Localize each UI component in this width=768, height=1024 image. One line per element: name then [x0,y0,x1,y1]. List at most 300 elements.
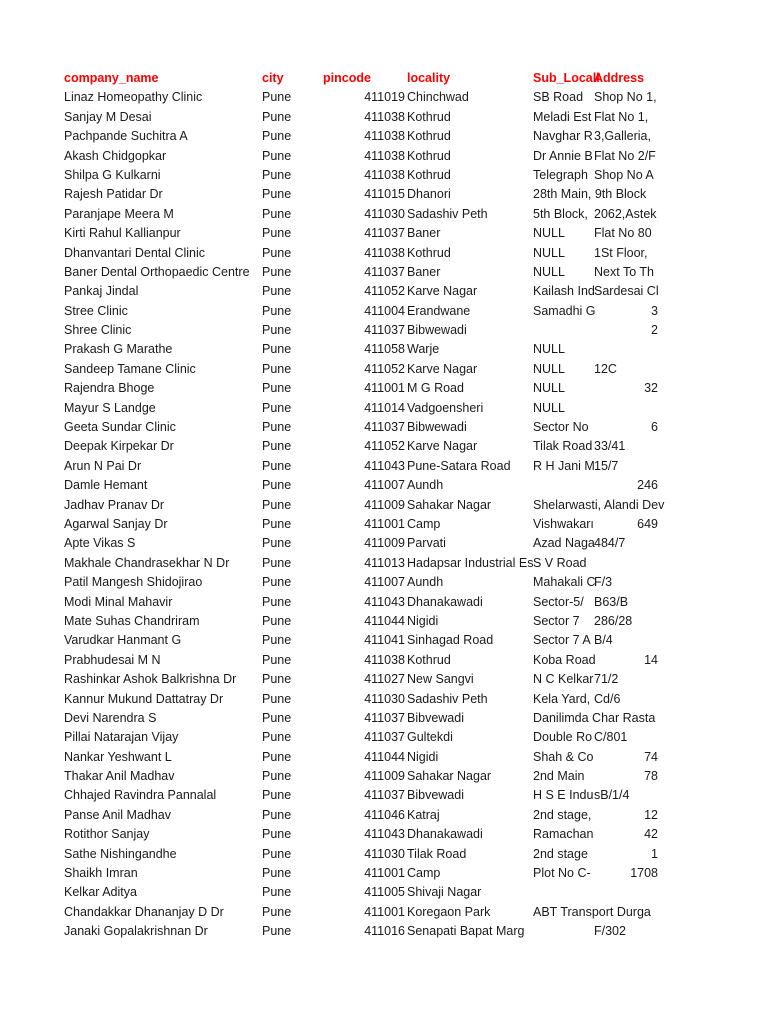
cell-company-name[interactable]: Deepak Kirpekar Dr [64,439,174,454]
table-row [0,515,768,534]
cell-company-name[interactable]: Patil Mangesh Shidojirao [64,575,203,590]
cell-city[interactable]: Pune [262,807,292,822]
cell-city[interactable]: Pune [262,284,292,299]
cell-sub-locality[interactable]: Vishwakarı [533,516,594,531]
cell-city[interactable]: Pune [262,730,292,745]
cell-sub-locality[interactable]: 2nd Main [533,769,585,784]
cell-company-name[interactable]: Chandakkar Dhananjay D Dr [64,904,224,919]
cell-city[interactable]: Pune [262,536,292,551]
cell-locality[interactable]: Karve Nagar [407,284,478,299]
cell-city[interactable]: Pune [262,555,292,570]
cell-city[interactable]: Pune [262,342,292,357]
cell-locality[interactable]: Sahakar Nagar [407,769,492,784]
table-row [0,360,768,379]
cell-locality[interactable]: Chinchwad [407,90,469,105]
table-row [0,418,768,437]
cell-pincode[interactable]: 411009 [364,497,405,512]
cell-company-name[interactable]: Akash Chidgopkar [64,148,167,163]
cell-company-name[interactable]: Baner Dental Orthopaedic Centre [64,264,250,279]
cell-locality[interactable]: Baner [407,226,441,241]
cell-company-name[interactable]: Sanjay M Desai [64,109,152,124]
cell-sub-locality[interactable]: ABT Transport Durga [533,904,651,919]
cell-company-name[interactable]: Agarwal Sanjay Dr [64,516,168,531]
table-row [0,302,768,321]
cell-city[interactable]: Pune [262,167,292,182]
cell-address[interactable]: C/801 [594,730,628,745]
cell-pincode[interactable]: 411004 [364,303,405,318]
cell-company-name[interactable]: Devi Narendra S [64,710,157,725]
header-locality[interactable]: locality [407,71,451,85]
table-row [0,825,768,844]
table-row [0,127,768,146]
cell-locality[interactable]: Tilak Road [407,846,467,861]
cell-locality[interactable]: Kothrud [407,109,451,124]
cell-address[interactable]: F/3 [594,575,613,590]
cell-address[interactable]: 6 [651,420,658,435]
cell-sub-locality[interactable]: S V Road [533,555,587,570]
table-body [0,88,768,941]
cell-pincode[interactable]: 411037 [364,264,405,279]
cell-company-name[interactable]: Jadhav Pranav Dr [64,497,165,512]
cell-address[interactable]: 3 [651,303,658,318]
cell-company-name[interactable]: Sathe Nishingandhe [64,846,177,861]
cell-sub-locality[interactable]: NULL [533,400,565,415]
table-row [0,593,768,612]
cell-address[interactable]: Cd/6 [594,691,621,706]
cell-address[interactable]: 71/2 [594,672,619,687]
cell-company-name[interactable]: Stree Clinic [64,303,128,318]
cell-pincode[interactable]: 411043 [364,458,405,473]
cell-pincode[interactable]: 411043 [364,594,405,609]
cell-pincode[interactable]: 411037 [364,788,405,803]
cell-pincode[interactable]: 411015 [364,187,405,202]
cell-sub-locality[interactable]: Azad Naga [533,536,595,551]
cell-sub-locality[interactable]: SB Road [533,90,584,105]
cell-pincode[interactable]: 411014 [364,400,405,415]
cell-pincode[interactable]: 411044 [364,613,405,628]
table-row [0,845,768,864]
cell-city[interactable]: Pune [262,710,292,725]
cell-city[interactable]: Pune [262,749,292,764]
table-row [0,108,768,127]
cell-locality[interactable]: Nigidi [407,749,439,764]
cell-sub-locality[interactable]: 5th Block, [533,206,588,221]
cell-city[interactable]: Pune [262,691,292,706]
cell-city[interactable]: Pune [262,187,292,202]
cell-locality[interactable]: M G Road [407,381,464,396]
cell-city[interactable]: Pune [262,478,292,493]
cell-address[interactable]: Flat No 80 [594,226,652,241]
table-row [0,806,768,825]
cell-locality[interactable]: Vadgoensheri [407,400,484,415]
cell-pincode[interactable]: 411037 [364,730,405,745]
cell-locality[interactable]: Erandwane [407,303,471,318]
cell-address[interactable]: 484/7 [594,536,626,551]
cell-city[interactable]: Pune [262,148,292,163]
cell-locality[interactable]: Baner [407,264,441,279]
cell-city[interactable]: Pune [262,400,292,415]
table-row [0,728,768,747]
cell-company-name[interactable]: Varudkar Hanmant G [64,633,182,648]
cell-sub-locality[interactable]: R H Jani M [533,458,595,473]
cell-pincode[interactable]: 411009 [364,536,405,551]
cell-city[interactable]: Pune [262,264,292,279]
table-row [0,205,768,224]
cell-city[interactable]: Pune [262,788,292,803]
cell-locality[interactable]: Camp [407,516,441,531]
cell-city[interactable]: Pune [262,904,292,919]
cell-company-name[interactable]: Dhanvantari Dental Clinic [64,245,206,260]
table-row [0,922,768,941]
cell-company-name[interactable]: Paranjape Meera M [64,206,174,221]
table-row [0,379,768,398]
cell-city[interactable]: Pune [262,361,292,376]
cell-locality[interactable]: Dhanakawadi [407,594,483,609]
cell-sub-locality[interactable]: Shah & Co [533,749,594,764]
cell-locality[interactable]: Bibvewadi [407,788,464,803]
table-row [0,903,768,922]
cell-company-name[interactable]: Panse Anil Madhav [64,807,172,822]
cell-city[interactable]: Pune [262,924,292,939]
cell-pincode[interactable]: 411027 [364,672,405,687]
cell-address[interactable]: 286/28 [594,613,633,628]
table-row [0,476,768,495]
cell-locality[interactable]: Kothrud [407,245,451,260]
cell-sub-locality[interactable]: Sector 7 [533,613,580,628]
table-row [0,534,768,553]
cell-pincode[interactable]: 411030 [364,206,405,221]
cell-company-name[interactable]: Arun N Pai Dr [64,458,142,473]
cell-locality[interactable]: New Sangvi [407,672,474,687]
cell-company-name[interactable]: Kelkar Aditya [64,885,137,900]
cell-city[interactable]: Pune [262,458,292,473]
cell-sub-locality[interactable]: NULL [533,226,565,241]
table-row [0,670,768,689]
cell-sub-locality[interactable]: N C Kelkar [533,672,594,687]
cell-address[interactable]: 246 [637,478,658,493]
cell-company-name[interactable]: Kannur Mukund Dattatray Dr [64,691,224,706]
cell-locality[interactable]: Karve Nagar [407,361,478,376]
table-row [0,457,768,476]
cell-address[interactable]: sB/1/4 [594,788,630,803]
cell-locality[interactable]: Dhanakawadi [407,827,483,842]
table-row [0,748,768,767]
cell-city[interactable]: Pune [262,323,292,338]
cell-pincode[interactable]: 411001 [364,904,405,919]
cell-address[interactable]: Shop No A [594,167,654,182]
cell-locality[interactable]: Bibvewadi [407,710,464,725]
cell-pincode[interactable]: 411009 [364,769,405,784]
cell-locality[interactable]: Senapati Bapat Marg [407,924,525,939]
cell-pincode[interactable]: 411038 [364,245,405,260]
cell-company-name[interactable]: Shree Clinic [64,323,132,338]
header-sub-locality[interactable]: Sub_Locali [533,71,600,85]
table-row [0,690,768,709]
cell-sub-locality[interactable]: Ramachan [533,827,594,842]
cell-city[interactable]: Pune [262,885,292,900]
cell-city[interactable]: Pune [262,381,292,396]
cell-pincode[interactable]: 411058 [364,342,405,357]
spreadsheet [0,69,768,942]
table-row [0,224,768,243]
cell-locality[interactable]: Aundh [407,575,444,590]
cell-sub-locality[interactable]: Samadhi G [533,303,596,318]
cell-address[interactable]: 14 [644,652,658,667]
cell-city[interactable]: Pune [262,594,292,609]
cell-sub-locality[interactable]: Shelarwasti, Alandi Dev [533,497,665,512]
cell-address[interactable]: 1St Floor, [594,245,648,260]
cell-city[interactable]: Pune [262,633,292,648]
cell-city[interactable]: Pune [262,866,292,881]
cell-sub-locality[interactable]: Kailash Ind [533,284,595,299]
cell-company-name[interactable]: Prabhudesai M N [64,652,161,667]
cell-pincode[interactable]: 411005 [364,885,405,900]
cell-address[interactable]: 649 [637,516,658,531]
cell-company-name[interactable]: Rashinkar Ashok Balkrishna Dr [64,672,237,687]
cell-sub-locality[interactable]: NULL [533,342,565,357]
cell-pincode[interactable]: 411001 [364,381,405,396]
cell-address[interactable]: 15/7 [594,458,619,473]
cell-locality[interactable]: Camp [407,866,441,881]
cell-locality[interactable]: Dhanori [407,187,451,202]
cell-city[interactable]: Pune [262,90,292,105]
cell-locality[interactable]: Sadashiv Peth [407,691,488,706]
cell-pincode[interactable]: 411037 [364,710,405,725]
cell-pincode[interactable]: 411001 [364,866,405,881]
cell-sub-locality[interactable]: Sector No [533,420,589,435]
cell-sub-locality[interactable]: Plot No C- [533,866,591,881]
cell-city[interactable]: Pune [262,245,292,260]
cell-city[interactable]: Pune [262,846,292,861]
table-row [0,786,768,805]
table-row [0,709,768,728]
cell-address[interactable]: 1 [651,846,658,861]
table-row [0,496,768,515]
cell-address[interactable]: B/4 [594,633,613,648]
cell-locality[interactable]: Katraj [407,807,440,822]
cell-locality[interactable]: Bibwewadi [407,420,467,435]
cell-pincode[interactable]: 411052 [364,284,405,299]
cell-locality[interactable]: Nigidi [407,613,439,628]
cell-address[interactable]: 1708 [630,866,658,881]
header-company-name[interactable]: company_name [64,71,159,85]
cell-locality[interactable]: Kothrud [407,652,451,667]
cell-company-name[interactable]: Thakar Anil Madhav [64,769,175,784]
table-row [0,282,768,301]
cell-company-name[interactable]: Prakash G Marathe [64,342,173,357]
cell-city[interactable]: Pune [262,497,292,512]
cell-sub-locality[interactable]: H S E Indu [533,788,594,803]
cell-sub-locality[interactable]: NULL [533,361,565,376]
cell-sub-locality[interactable]: Danilimda Char Rasta [533,710,656,725]
header-row [0,69,768,88]
cell-locality[interactable]: Pune-Satara Road [407,458,511,473]
cell-locality[interactable]: Bibwewadi [407,323,467,338]
cell-address[interactable]: 78 [644,769,658,784]
cell-sub-locality[interactable]: Telegraph [533,167,588,182]
cell-locality[interactable]: Kothrud [407,167,451,182]
cell-pincode[interactable]: 411038 [364,109,405,124]
cell-company-name[interactable]: Pachpande Suchitra A [64,129,188,144]
cell-company-name[interactable]: Kirti Rahul Kallianpur [64,226,181,241]
table-row [0,166,768,185]
cell-locality[interactable]: Sadashiv Peth [407,206,488,221]
cell-locality[interactable]: Aundh [407,478,444,493]
cell-pincode[interactable]: 411038 [364,148,405,163]
cell-address[interactable]: 32 [644,381,658,396]
cell-city[interactable]: Pune [262,575,292,590]
cell-address[interactable]: 74 [644,749,658,764]
table-row [0,340,768,359]
cell-address[interactable]: Next To Th [594,264,654,279]
cell-city[interactable]: Pune [262,613,292,628]
cell-locality[interactable]: Gultekdi [407,730,453,745]
cell-pincode[interactable]: 411013 [364,555,405,570]
cell-city[interactable]: Pune [262,129,292,144]
header-city[interactable]: city [262,71,284,85]
cell-pincode[interactable]: 411044 [364,749,405,764]
cell-pincode[interactable]: 411007 [364,575,405,590]
cell-pincode[interactable]: 411038 [364,652,405,667]
cell-address[interactable]: 3,Galleria, [594,129,651,144]
cell-company-name[interactable]: Damle Hemant [64,478,148,493]
table-row [0,631,768,650]
cell-sub-locality[interactable]: 2nd stage [533,846,588,861]
cell-locality[interactable]: Warje [407,342,440,357]
cell-sub-locality[interactable]: NULL [533,264,565,279]
cell-pincode[interactable]: 411037 [364,420,405,435]
cell-pincode[interactable]: 411041 [364,633,405,648]
table-row [0,263,768,282]
header-address[interactable]: Address [594,71,645,85]
cell-sub-locality[interactable]: Sector 7 A [533,633,591,648]
cell-sub-locality[interactable]: Kela Yard, [533,691,591,706]
cell-city[interactable]: Pune [262,516,292,531]
cell-pincode[interactable]: 411037 [364,226,405,241]
cell-pincode[interactable]: 411037 [364,323,405,338]
cell-company-name[interactable]: Apte Vikas S [64,536,136,551]
cell-company-name[interactable]: Nankar Yeshwant L [64,749,172,764]
cell-pincode[interactable]: 411038 [364,167,405,182]
cell-sub-locality[interactable]: Sector-5/ [533,594,584,609]
cell-sub-locality[interactable]: Koba Road [533,652,596,667]
cell-locality[interactable]: Hadapsar Industrial Es [407,555,534,570]
cell-address[interactable]: 12 [644,807,658,822]
cell-address[interactable]: B63/B [594,594,629,609]
table-row [0,244,768,263]
cell-company-name[interactable]: Mayur S Landge [64,400,156,415]
cell-city[interactable]: Pune [262,652,292,667]
cell-company-name[interactable]: Rajesh Patidar Dr [64,187,163,202]
cell-sub-locality[interactable]: Mahakali C [533,575,596,590]
cell-pincode[interactable]: 411052 [364,439,405,454]
cell-address[interactable]: F/302 [594,924,626,939]
cell-company-name[interactable]: Pankaj Jindal [64,284,139,299]
cell-locality[interactable]: Koregaon Park [407,904,491,919]
table-row [0,321,768,340]
table-row [0,147,768,166]
cell-address[interactable]: Shop No 1, [594,90,657,105]
cell-company-name[interactable]: Shilpa G Kulkarni [64,167,161,182]
cell-sub-locality[interactable]: 28th Main, 9th Block [533,187,647,202]
cell-address[interactable]: Flat No 1, [594,109,649,124]
cell-sub-locality[interactable]: Double Ro [533,730,593,745]
cell-sub-locality[interactable]: Meladi Est [533,109,592,124]
cell-sub-locality[interactable]: NULL [533,245,565,260]
cell-pincode[interactable]: 411019 [364,90,405,105]
cell-city[interactable]: Pune [262,672,292,687]
cell-company-name[interactable]: Makhale Chandrasekhar N Dr [64,555,230,570]
cell-sub-locality[interactable]: NULL [533,381,565,396]
cell-locality[interactable]: Karve Nagar [407,439,478,454]
cell-pincode[interactable]: 411038 [364,129,405,144]
cell-locality[interactable]: Parvati [407,536,446,551]
cell-address[interactable]: 2062,Astek [594,206,657,221]
cell-address[interactable]: Sardesai Cl [594,284,659,299]
cell-pincode[interactable]: 411030 [364,691,405,706]
cell-locality[interactable]: Sahakar Nagar [407,497,492,512]
cell-company-name[interactable]: Shaikh Imran [64,866,138,881]
cell-sub-locality[interactable]: 2nd stage, [533,807,592,822]
cell-city[interactable]: Pune [262,420,292,435]
cell-sub-locality[interactable]: Tilak Road [533,439,593,454]
cell-city[interactable]: Pune [262,303,292,318]
cell-company-name[interactable]: Linaz Homeopathy Clinic [64,90,203,105]
table-row [0,437,768,456]
cell-pincode[interactable]: 411030 [364,846,405,861]
cell-pincode[interactable]: 411043 [364,827,405,842]
cell-address[interactable]: Flat No 2/F [594,148,656,163]
cell-city[interactable]: Pune [262,769,292,784]
cell-address[interactable]: 2 [651,323,658,338]
cell-company-name[interactable]: Sandeep Tamane Clinic [64,361,196,376]
table-row [0,864,768,883]
cell-company-name[interactable]: Rajendra Bhoge [64,381,155,396]
cell-company-name[interactable]: Pillai Natarajan Vijay [64,730,179,745]
header-pincode[interactable]: pincode [323,71,371,85]
cell-city[interactable]: Pune [262,109,292,124]
cell-city[interactable]: Pune [262,827,292,842]
cell-sub-locality[interactable]: Dr Annie B [533,148,593,163]
cell-pincode[interactable]: 411001 [364,516,405,531]
cell-locality[interactable]: Shivaji Nagar [407,885,482,900]
table-row [0,88,768,107]
cell-sub-locality[interactable]: Navghar R [533,129,593,144]
cell-pincode[interactable]: 411046 [364,807,405,822]
table-row [0,651,768,670]
cell-company-name[interactable]: Mate Suhas Chandriram [64,613,200,628]
cell-company-name[interactable]: Janaki Gopalakrishnan Dr [64,924,208,939]
cell-pincode[interactable]: 411016 [364,924,405,939]
cell-locality[interactable]: Sinhagad Road [407,633,494,648]
cell-city[interactable]: Pune [262,206,292,221]
cell-address[interactable]: 42 [644,827,658,842]
cell-company-name[interactable]: Geeta Sundar Clinic [64,420,176,435]
cell-company-name[interactable]: Rotithor Sanjay [64,827,150,842]
cell-city[interactable]: Pune [262,226,292,241]
cell-address[interactable]: 33/41 [594,439,626,454]
cell-pincode[interactable]: 411007 [364,478,405,493]
cell-city[interactable]: Pune [262,439,292,454]
cell-pincode[interactable]: 411052 [364,361,405,376]
cell-address[interactable]: 12C [594,361,617,376]
cell-locality[interactable]: Kothrud [407,129,451,144]
cell-locality[interactable]: Kothrud [407,148,451,163]
table-row [0,185,768,204]
table-row [0,612,768,631]
cell-company-name[interactable]: Modi Minal Mahavir [64,594,173,609]
cell-company-name[interactable]: Chhajed Ravindra Pannalal [64,788,217,803]
